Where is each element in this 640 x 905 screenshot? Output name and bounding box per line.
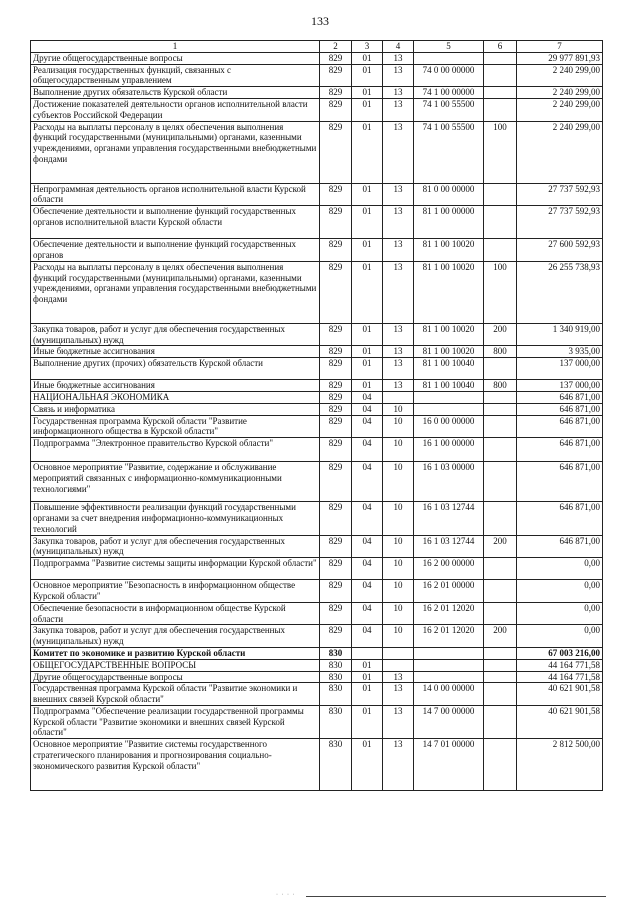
row-target: 74 1 00 00000: [414, 87, 484, 99]
row-expense-type: [484, 98, 517, 121]
row-subsection: 10: [383, 625, 414, 648]
row-section: 01: [352, 87, 383, 99]
row-section: 04: [352, 391, 383, 403]
row-code: 829: [320, 346, 352, 358]
row-name: Основное мероприятие "Развитие системы государственного стратегического планирования и прогнозирования социально-экономического развития Курской области": [31, 739, 320, 791]
footer-rule: [306, 896, 606, 897]
row-name: Закупка товаров, работ и услуг для обеспечения государственных (муниципальных) нужд: [31, 625, 320, 648]
row-name: Государственная программа Курской области "Развитие экономики и внешних связей Курской области": [31, 683, 320, 706]
row-expense-type: 100: [484, 121, 517, 183]
row-subsection: 13: [383, 671, 414, 683]
row-amount: 0,00: [517, 558, 603, 580]
row-expense-type: 800: [484, 346, 517, 358]
row-expense-type: [484, 580, 517, 603]
row-expense-type: [484, 671, 517, 683]
row-name: Повышение эффективности реализации функций государственными органами за счет внедрения информационно-коммуникационных технологий: [31, 502, 320, 535]
row-target: 81 1 00 10020: [414, 261, 484, 323]
table-row: [31, 52, 603, 64]
row-amount: 646 871,00: [517, 403, 603, 415]
row-expense-type: 800: [484, 380, 517, 392]
table-row: [31, 121, 603, 183]
table-row: [31, 415, 603, 438]
row-section: 04: [352, 462, 383, 502]
row-target: 16 0 00 00000: [414, 415, 484, 438]
row-subsection: 13: [383, 52, 414, 64]
row-target: 16 1 03 00000: [414, 462, 484, 502]
row-subsection: 13: [383, 380, 414, 392]
row-code: 829: [320, 438, 352, 462]
row-code: 829: [320, 206, 352, 239]
row-section: 01: [352, 671, 383, 683]
row-subsection: 10: [383, 580, 414, 603]
table-row: [31, 358, 603, 380]
row-subsection: 13: [383, 705, 414, 738]
table-row: [31, 683, 603, 706]
row-code: 829: [320, 580, 352, 603]
row-code: 829: [320, 183, 352, 206]
row-section: 04: [352, 502, 383, 535]
table-row: [31, 261, 603, 323]
row-code: 829: [320, 64, 352, 87]
row-amount: 44 164 771,58: [517, 659, 603, 671]
row-subsection: 13: [383, 206, 414, 239]
row-code: 829: [320, 380, 352, 392]
table-row: [31, 647, 603, 659]
row-code: 829: [320, 323, 352, 346]
row-section: 01: [352, 380, 383, 392]
footer-dots: · · · ·: [276, 892, 296, 898]
row-code: 829: [320, 121, 352, 183]
table-row: [31, 380, 603, 392]
row-code: 830: [320, 705, 352, 738]
row-target: 81 1 00 10040: [414, 358, 484, 380]
row-amount: 646 871,00: [517, 391, 603, 403]
row-target: 74 0 00 00000: [414, 64, 484, 87]
row-expense-type: [484, 64, 517, 87]
table-body: [31, 52, 603, 790]
col-header-section: 3: [352, 41, 383, 53]
row-section: 01: [352, 358, 383, 380]
row-name: Обеспечение деятельности и выполнение функций государственных органов исполнительной власти Курской области: [31, 206, 320, 239]
row-name: НАЦИОНАЛЬНАЯ ЭКОНОМИКА: [31, 391, 320, 403]
row-expense-type: [484, 602, 517, 625]
table-row: [31, 98, 603, 121]
row-subsection: [383, 391, 414, 403]
row-target: [414, 403, 484, 415]
row-amount: 2 240 299,00: [517, 121, 603, 183]
table-row: [31, 403, 603, 415]
row-subsection: 13: [383, 239, 414, 262]
row-name: Расходы на выплаты персоналу в целях обеспечения выполнения функций государственными (муниципальными) органами, казенными учреждениями, органами управления государственными внебюджетными фондами: [31, 261, 320, 323]
row-target: 74 1 00 55500: [414, 121, 484, 183]
row-name: Достижение показателей деятельности органов исполнительной власти субъектов Российской Федерации: [31, 98, 320, 121]
row-code: 829: [320, 358, 352, 380]
row-name: Комитет по экономике и развитию Курской области: [31, 647, 320, 659]
row-section: [352, 647, 383, 659]
row-section: 01: [352, 346, 383, 358]
row-target: 14 0 00 00000: [414, 683, 484, 706]
row-target: 81 1 00 10020: [414, 323, 484, 346]
row-target: 16 2 00 00000: [414, 558, 484, 580]
table-row: [31, 705, 603, 738]
table-row: [31, 64, 603, 87]
row-section: 04: [352, 602, 383, 625]
row-section: 01: [352, 239, 383, 262]
row-code: 829: [320, 87, 352, 99]
table-row: [31, 87, 603, 99]
row-name: Расходы на выплаты персоналу в целях обеспечения выполнения функций государственными (муниципальными) органами, казенными учреждениями, органами управления государственными внебюджетными фондами: [31, 121, 320, 183]
row-section: 04: [352, 535, 383, 558]
row-target: [414, 647, 484, 659]
row-section: 01: [352, 183, 383, 206]
row-expense-type: [484, 183, 517, 206]
row-code: 829: [320, 462, 352, 502]
row-section: 01: [352, 323, 383, 346]
row-subsection: 13: [383, 346, 414, 358]
col-header-amount: 7: [517, 41, 603, 53]
row-target: 14 7 01 00000: [414, 739, 484, 791]
row-amount: 137 000,00: [517, 358, 603, 380]
row-subsection: 13: [383, 683, 414, 706]
row-name: Выполнение других (прочих) обязательств Курской области: [31, 358, 320, 380]
row-amount: 44 164 771,58: [517, 671, 603, 683]
row-section: 04: [352, 558, 383, 580]
row-amount: 646 871,00: [517, 502, 603, 535]
row-amount: 0,00: [517, 580, 603, 603]
row-name: Обеспечение безопасности в информационном обществе Курской области: [31, 602, 320, 625]
row-amount: 27 737 592,93: [517, 183, 603, 206]
table-row: [31, 183, 603, 206]
row-name: Иные бюджетные ассигнования: [31, 346, 320, 358]
row-amount: 27 737 592,93: [517, 206, 603, 239]
row-expense-type: [484, 415, 517, 438]
row-amount: 67 003 216,00: [517, 647, 603, 659]
col-header-code: 2: [320, 41, 352, 53]
row-expense-type: [484, 206, 517, 239]
row-subsection: 10: [383, 438, 414, 462]
table-row: [31, 206, 603, 239]
row-code: 829: [320, 391, 352, 403]
row-subsection: 13: [383, 98, 414, 121]
row-name: Связь и информатика: [31, 403, 320, 415]
row-target: 74 1 00 55500: [414, 98, 484, 121]
row-amount: 3 935,00: [517, 346, 603, 358]
row-section: 01: [352, 98, 383, 121]
row-subsection: 13: [383, 64, 414, 87]
row-section: 04: [352, 580, 383, 603]
row-name: Иные бюджетные ассигнования: [31, 380, 320, 392]
row-subsection: 13: [383, 87, 414, 99]
row-expense-type: [484, 705, 517, 738]
row-expense-type: [484, 558, 517, 580]
table-row: [31, 502, 603, 535]
table-row: [31, 535, 603, 558]
row-expense-type: 200: [484, 323, 517, 346]
table-row: [31, 239, 603, 262]
row-section: 01: [352, 206, 383, 239]
row-subsection: 10: [383, 403, 414, 415]
row-subsection: 13: [383, 121, 414, 183]
row-code: 830: [320, 659, 352, 671]
row-amount: 0,00: [517, 625, 603, 648]
row-code: 829: [320, 98, 352, 121]
page-number: 133: [311, 14, 329, 28]
row-amount: 646 871,00: [517, 415, 603, 438]
row-expense-type: [484, 438, 517, 462]
row-expense-type: 200: [484, 535, 517, 558]
col-header-subsection: 4: [383, 41, 414, 53]
row-subsection: 13: [383, 358, 414, 380]
row-name: Подпрограмма "Обеспечение реализации государственной программы Курской области "Развитие экономики и внешних связей Курской области": [31, 705, 320, 738]
row-section: 01: [352, 121, 383, 183]
row-amount: 2 240 299,00: [517, 87, 603, 99]
table-row: [31, 391, 603, 403]
row-target: 81 1 00 10020: [414, 239, 484, 262]
row-subsection: 13: [383, 739, 414, 791]
header-row: [31, 41, 603, 53]
row-subsection: 10: [383, 558, 414, 580]
row-expense-type: [484, 358, 517, 380]
row-code: 829: [320, 502, 352, 535]
row-code: 829: [320, 415, 352, 438]
row-target: 16 2 01 12020: [414, 602, 484, 625]
row-subsection: 10: [383, 502, 414, 535]
row-subsection: 10: [383, 602, 414, 625]
table-row: [31, 739, 603, 791]
row-section: 04: [352, 415, 383, 438]
row-code: 829: [320, 558, 352, 580]
row-amount: 2 240 299,00: [517, 98, 603, 121]
row-code: 829: [320, 535, 352, 558]
row-target: 81 1 00 00000: [414, 206, 484, 239]
row-subsection: 10: [383, 535, 414, 558]
row-code: 829: [320, 403, 352, 415]
row-target: [414, 391, 484, 403]
row-expense-type: [484, 683, 517, 706]
row-target: [414, 52, 484, 64]
row-name: Выполнение других обязательств Курской области: [31, 87, 320, 99]
budget-table: [30, 40, 603, 791]
row-section: 01: [352, 739, 383, 791]
row-subsection: 13: [383, 261, 414, 323]
row-name: Реализация государственных функций, связанных с общегосударственным управлением: [31, 64, 320, 87]
row-expense-type: [484, 239, 517, 262]
row-name: Другие общегосударственные вопросы: [31, 671, 320, 683]
row-amount: 27 600 592,93: [517, 239, 603, 262]
row-target: 14 7 00 00000: [414, 705, 484, 738]
row-amount: 1 340 919,00: [517, 323, 603, 346]
table-row: [31, 602, 603, 625]
row-subsection: 10: [383, 462, 414, 502]
col-header-target: 5: [414, 41, 484, 53]
row-expense-type: [484, 502, 517, 535]
row-name: Закупка товаров, работ и услуг для обеспечения государственных (муниципальных) нужд: [31, 535, 320, 558]
row-name: Подпрограмма "Электронное правительство Курской области": [31, 438, 320, 462]
row-amount: 2 812 500,00: [517, 739, 603, 791]
row-name: Закупка товаров, работ и услуг для обеспечения государственных (муниципальных) нужд: [31, 323, 320, 346]
row-expense-type: [484, 391, 517, 403]
row-section: 01: [352, 64, 383, 87]
row-section: 01: [352, 705, 383, 738]
row-code: 829: [320, 625, 352, 648]
row-section: 04: [352, 403, 383, 415]
row-subsection: [383, 659, 414, 671]
row-section: 04: [352, 625, 383, 648]
row-name: ОБЩЕГОСУДАРСТВЕННЫЕ ВОПРОСЫ: [31, 659, 320, 671]
table-row: [31, 346, 603, 358]
table-row: [31, 580, 603, 603]
col-header-name: 1: [31, 41, 320, 53]
row-expense-type: 100: [484, 261, 517, 323]
row-amount: 29 977 891,93: [517, 52, 603, 64]
row-expense-type: [484, 647, 517, 659]
row-section: 04: [352, 438, 383, 462]
row-section: 01: [352, 261, 383, 323]
row-name: Государственная программа Курской области "Развитие информационного общества в Курской области": [31, 415, 320, 438]
row-code: 830: [320, 739, 352, 791]
row-amount: 646 871,00: [517, 462, 603, 502]
table-row: [31, 462, 603, 502]
row-target: 16 2 01 12020: [414, 625, 484, 648]
row-target: [414, 659, 484, 671]
row-amount: 137 000,00: [517, 380, 603, 392]
row-amount: 646 871,00: [517, 438, 603, 462]
row-code: 830: [320, 671, 352, 683]
table-row: [31, 671, 603, 683]
table-row: [31, 659, 603, 671]
row-target: 81 1 00 10020: [414, 346, 484, 358]
row-name: Непрограммная деятельность органов исполнительной власти Курской области: [31, 183, 320, 206]
row-amount: 0,00: [517, 602, 603, 625]
row-name: Основное мероприятие "Безопасность в информационном обществе Курской области": [31, 580, 320, 603]
row-expense-type: [484, 52, 517, 64]
row-name: Основное мероприятие "Развитие, содержание и обслуживание мероприятий связанных с информационно-коммуникационными технологиями": [31, 462, 320, 502]
row-target: 16 1 03 12744: [414, 502, 484, 535]
row-code: 829: [320, 52, 352, 64]
row-subsection: 13: [383, 183, 414, 206]
row-code: 830: [320, 683, 352, 706]
row-name: Другие общегосударственные вопросы: [31, 52, 320, 64]
row-target: [414, 671, 484, 683]
row-expense-type: [484, 739, 517, 791]
row-section: 01: [352, 659, 383, 671]
row-expense-type: 200: [484, 625, 517, 648]
row-code: 829: [320, 261, 352, 323]
row-expense-type: [484, 462, 517, 502]
row-subsection: 13: [383, 323, 414, 346]
row-subsection: 10: [383, 415, 414, 438]
row-amount: 40 621 901,58: [517, 683, 603, 706]
row-target: 16 1 03 12744: [414, 535, 484, 558]
row-code: 830: [320, 647, 352, 659]
row-expense-type: [484, 87, 517, 99]
table-row: [31, 625, 603, 648]
table-row: [31, 558, 603, 580]
row-target: 16 2 01 00000: [414, 580, 484, 603]
row-name: Обеспечение деятельности и выполнение функций государственных органов: [31, 239, 320, 262]
table-row: [31, 438, 603, 462]
row-amount: 2 240 299,00: [517, 64, 603, 87]
row-target: 16 1 00 00000: [414, 438, 484, 462]
table-row: [31, 323, 603, 346]
row-expense-type: [484, 659, 517, 671]
row-code: 829: [320, 239, 352, 262]
row-target: 81 1 00 10040: [414, 380, 484, 392]
row-name: Подпрограмма "Развитие системы защиты информации Курской области": [31, 558, 320, 580]
row-amount: 646 871,00: [517, 535, 603, 558]
row-code: 829: [320, 602, 352, 625]
row-amount: 26 255 738,93: [517, 261, 603, 323]
row-amount: 40 621 901,58: [517, 705, 603, 738]
row-target: 81 0 00 00000: [414, 183, 484, 206]
row-section: 01: [352, 683, 383, 706]
row-subsection: [383, 647, 414, 659]
col-header-expense-type: 6: [484, 41, 517, 53]
row-expense-type: [484, 403, 517, 415]
row-section: 01: [352, 52, 383, 64]
